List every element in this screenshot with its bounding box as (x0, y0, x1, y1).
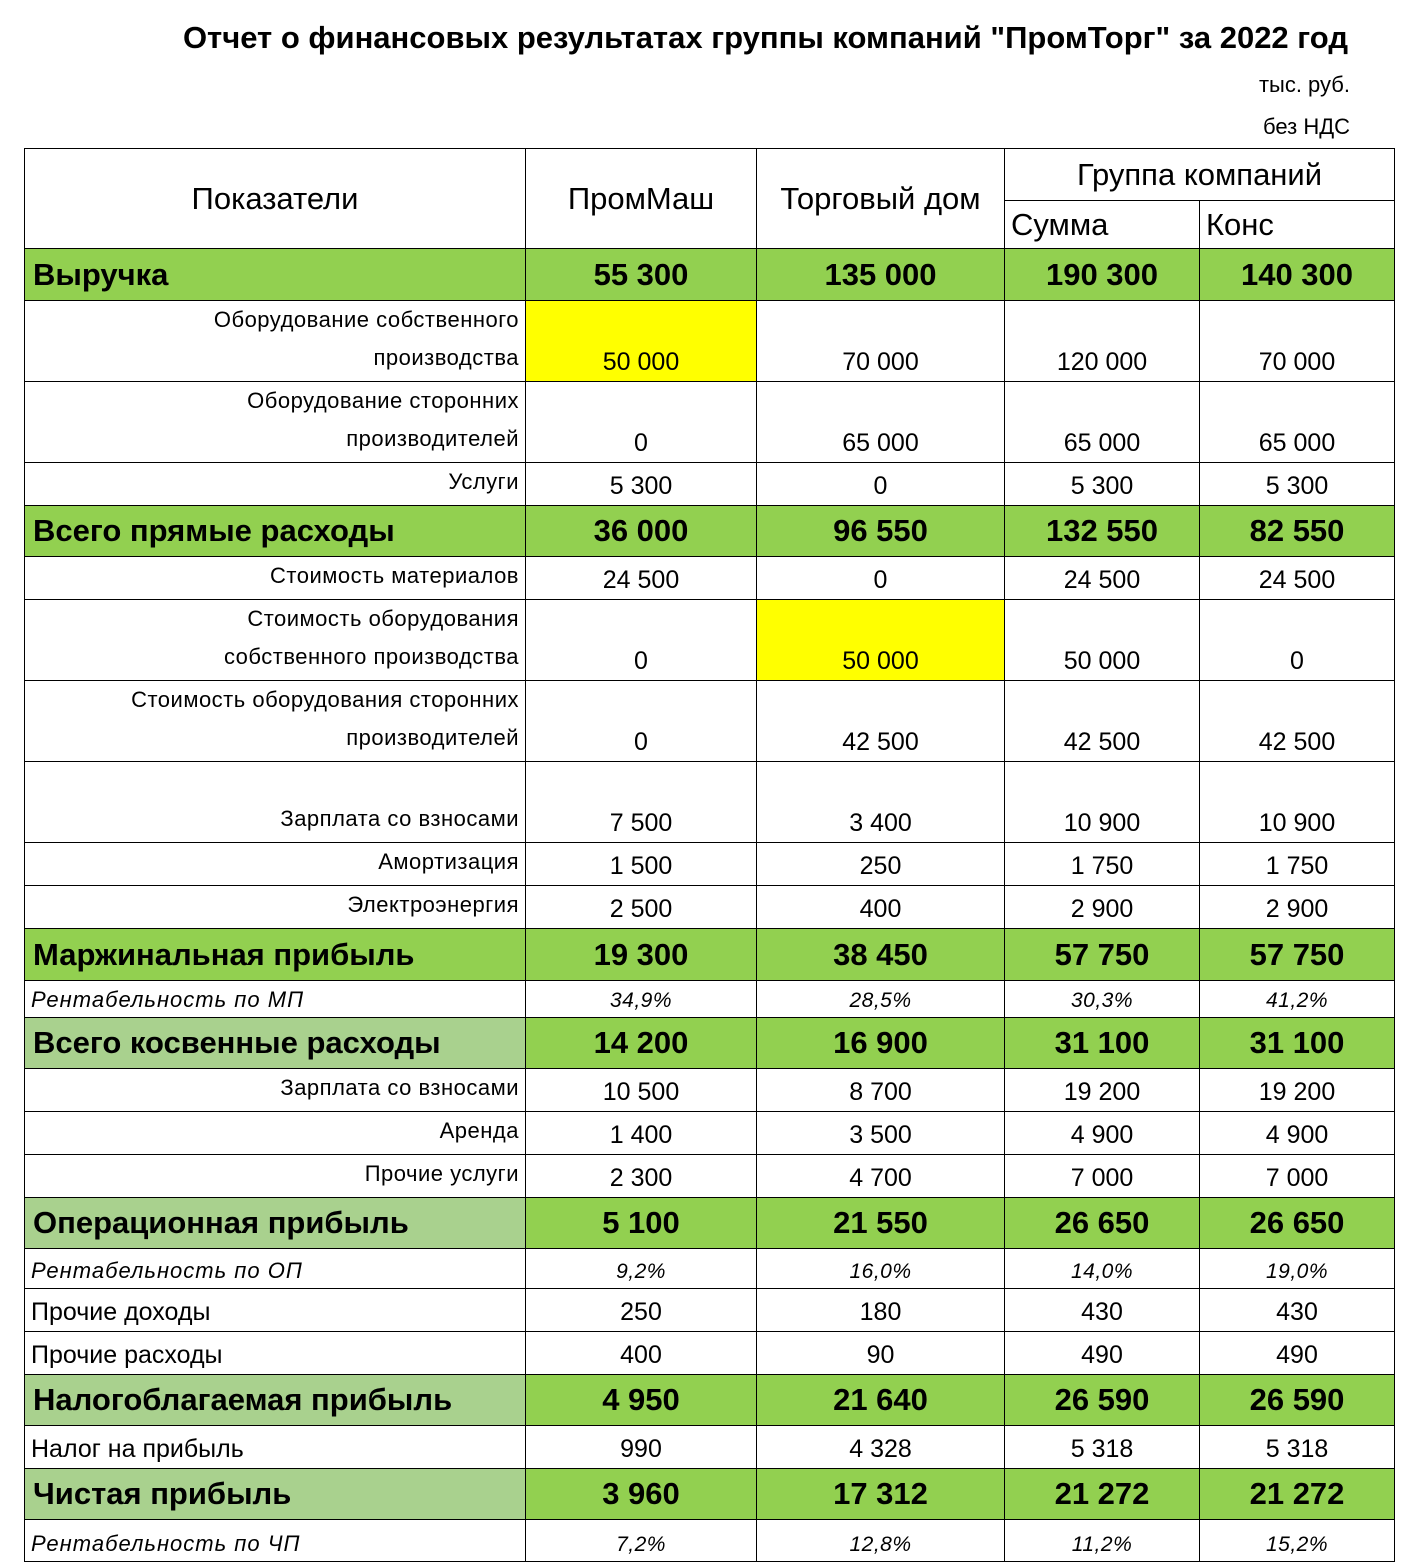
row-operating-profit (25, 1198, 1395, 1249)
header-trading-house: Торговый дом (757, 149, 1005, 249)
row-label: Аренда (25, 1112, 526, 1155)
vat-note: без НДС (1263, 114, 1350, 139)
cell-kons: 2 900 (1200, 886, 1395, 929)
cell-prommash: 2 300 (526, 1155, 757, 1198)
row-depreciation (25, 843, 1395, 886)
cell-prommash: 50 000 (526, 301, 757, 382)
cell-trading-house: 16,0% (757, 1249, 1005, 1289)
row-margin-ratio (25, 981, 1395, 1018)
row-label: Электроэнергия (25, 886, 526, 929)
cell-kons: 0 (1200, 600, 1395, 681)
row-revenue (25, 249, 1395, 301)
cell-kons: 140 300 (1200, 249, 1395, 301)
cell-trading-house: 96 550 (757, 506, 1005, 557)
row-taxable-profit (25, 1375, 1395, 1426)
cell-trading-house: 3 500 (757, 1112, 1005, 1155)
row-label: Прочие расходы (25, 1332, 526, 1375)
row-label: Налог на прибыль (25, 1426, 526, 1469)
row-income-tax (25, 1426, 1395, 1469)
row-materials (25, 557, 1395, 600)
cell-kons: 57 750 (1200, 929, 1395, 981)
cell-sum: 30,3% (1005, 981, 1200, 1018)
cell-sum: 11,2% (1005, 1520, 1200, 1562)
cell-sum: 57 750 (1005, 929, 1200, 981)
row-label: Зарплата со взносами (25, 762, 526, 843)
cell-trading-house: 0 (757, 463, 1005, 506)
row-label: Всего косвенные расходы (25, 1018, 526, 1069)
cell-kons: 19 200 (1200, 1069, 1395, 1112)
cell-kons: 7 000 (1200, 1155, 1395, 1198)
row-direct-total (25, 506, 1395, 557)
cell-sum: 5 300 (1005, 463, 1200, 506)
cell-trading-house: 16 900 (757, 1018, 1005, 1069)
cell-trading-house: 0 (757, 557, 1005, 600)
cell-sum: 2 900 (1005, 886, 1200, 929)
cell-sum: 490 (1005, 1332, 1200, 1375)
row-indirect-total (25, 1018, 1395, 1069)
cell-kons: 4 900 (1200, 1112, 1395, 1155)
cell-prommash: 55 300 (526, 249, 757, 301)
cell-sum: 132 550 (1005, 506, 1200, 557)
cell-trading-house: 4 328 (757, 1426, 1005, 1469)
row-label: Услуги (25, 463, 526, 506)
cell-prommash: 0 (526, 382, 757, 463)
cell-trading-house: 21 550 (757, 1198, 1005, 1249)
cell-trading-house: 180 (757, 1289, 1005, 1332)
row-label: Рентабельность по ЧП (25, 1520, 526, 1562)
cell-trading-house: 12,8% (757, 1520, 1005, 1562)
row-label: Всего прямые расходы (25, 506, 526, 557)
cell-prommash: 1 400 (526, 1112, 757, 1155)
cell-trading-house: 50 000 (757, 600, 1005, 681)
row-net-ratio (25, 1520, 1395, 1562)
cell-kons: 1 750 (1200, 843, 1395, 886)
cell-kons: 26 590 (1200, 1375, 1395, 1426)
cell-sum: 65 000 (1005, 382, 1200, 463)
cell-kons: 41,2% (1200, 981, 1395, 1018)
cell-sum: 7 000 (1005, 1155, 1200, 1198)
row-label: Рентабельность по ОП (25, 1249, 526, 1289)
row-label: Прочие доходы (25, 1289, 526, 1332)
cell-prommash: 36 000 (526, 506, 757, 557)
cell-trading-house: 28,5% (757, 981, 1005, 1018)
cell-prommash: 990 (526, 1426, 757, 1469)
cell-prommash: 0 (526, 681, 757, 762)
cell-trading-house: 42 500 (757, 681, 1005, 762)
cell-kons: 24 500 (1200, 557, 1395, 600)
cell-sum: 31 100 (1005, 1018, 1200, 1069)
cell-trading-house: 38 450 (757, 929, 1005, 981)
row-third-equipment-cost (25, 681, 1395, 762)
cell-trading-house: 21 640 (757, 1375, 1005, 1426)
cell-trading-house: 17 312 (757, 1469, 1005, 1520)
header-kons: Конс (1200, 201, 1395, 249)
row-label: Стоимость материалов (25, 557, 526, 600)
cell-prommash: 19 300 (526, 929, 757, 981)
cell-kons: 82 550 (1200, 506, 1395, 557)
cell-kons: 10 900 (1200, 762, 1395, 843)
row-rent (25, 1112, 1395, 1155)
cell-sum: 26 590 (1005, 1375, 1200, 1426)
cell-trading-house: 3 400 (757, 762, 1005, 843)
cell-prommash: 400 (526, 1332, 757, 1375)
row-label: Оборудование собственного производства (25, 301, 526, 382)
row-other-income (25, 1289, 1395, 1332)
cell-kons: 5 300 (1200, 463, 1395, 506)
row-salary-indirect (25, 1069, 1395, 1112)
cell-prommash: 14 200 (526, 1018, 757, 1069)
cell-trading-house: 70 000 (757, 301, 1005, 382)
cell-prommash: 3 960 (526, 1469, 757, 1520)
cell-kons: 5 318 (1200, 1426, 1395, 1469)
cell-sum: 1 750 (1005, 843, 1200, 886)
cell-prommash: 34,9% (526, 981, 757, 1018)
cell-kons: 42 500 (1200, 681, 1395, 762)
cell-prommash: 7,2% (526, 1520, 757, 1562)
cell-sum: 24 500 (1005, 557, 1200, 600)
cell-prommash: 5 100 (526, 1198, 757, 1249)
cell-sum: 10 900 (1005, 762, 1200, 843)
cell-prommash: 7 500 (526, 762, 757, 843)
cell-prommash: 10 500 (526, 1069, 757, 1112)
financial-results-table (24, 148, 1395, 1562)
row-operating-ratio (25, 1249, 1395, 1289)
units-note: тыс. руб. (1258, 72, 1350, 97)
row-other-services (25, 1155, 1395, 1198)
cell-kons: 430 (1200, 1289, 1395, 1332)
cell-prommash: 2 500 (526, 886, 757, 929)
row-label: Маржинальная прибыль (25, 929, 526, 981)
cell-prommash: 250 (526, 1289, 757, 1332)
cell-trading-house: 250 (757, 843, 1005, 886)
cell-sum: 42 500 (1005, 681, 1200, 762)
row-label: Налогоблагаемая прибыль (25, 1375, 526, 1426)
cell-trading-house: 400 (757, 886, 1005, 929)
row-net-profit (25, 1469, 1395, 1520)
cell-sum: 14,0% (1005, 1249, 1200, 1289)
row-margin-profit (25, 929, 1395, 981)
cell-kons: 31 100 (1200, 1018, 1395, 1069)
row-label: Стоимость оборудования сторонних производителей (25, 681, 526, 762)
cell-kons: 15,2% (1200, 1520, 1395, 1562)
header-group: Группа компаний (1005, 149, 1395, 201)
cell-kons: 490 (1200, 1332, 1395, 1375)
cell-prommash: 9,2% (526, 1249, 757, 1289)
row-salary-direct (25, 762, 1395, 843)
row-services (25, 463, 1395, 506)
row-label: Оборудование сторонних производителей (25, 382, 526, 463)
row-label: Выручка (25, 249, 526, 301)
row-third-equipment (25, 382, 1395, 463)
row-other-expenses (25, 1332, 1395, 1375)
cell-kons: 19,0% (1200, 1249, 1395, 1289)
cell-kons: 21 272 (1200, 1469, 1395, 1520)
cell-kons: 70 000 (1200, 301, 1395, 382)
cell-prommash: 4 950 (526, 1375, 757, 1426)
cell-trading-house: 65 000 (757, 382, 1005, 463)
row-label: Стоимость оборудования собственного производства (25, 600, 526, 681)
cell-sum: 50 000 (1005, 600, 1200, 681)
cell-sum: 430 (1005, 1289, 1200, 1332)
cell-kons: 26 650 (1200, 1198, 1395, 1249)
cell-sum: 5 318 (1005, 1426, 1200, 1469)
row-label: Прочие услуги (25, 1155, 526, 1198)
cell-trading-house: 8 700 (757, 1069, 1005, 1112)
row-own-equipment-cost (25, 600, 1395, 681)
cell-trading-house: 135 000 (757, 249, 1005, 301)
header-sum: Сумма (1005, 201, 1200, 249)
header-prommash: ПромМаш (526, 149, 757, 249)
cell-trading-house: 90 (757, 1332, 1005, 1375)
row-label: Рентабельность по МП (25, 981, 526, 1018)
cell-sum: 21 272 (1005, 1469, 1200, 1520)
cell-trading-house: 4 700 (757, 1155, 1005, 1198)
row-own-equipment (25, 301, 1395, 382)
cell-prommash: 0 (526, 600, 757, 681)
row-label: Чистая прибыль (25, 1469, 526, 1520)
cell-sum: 190 300 (1005, 249, 1200, 301)
cell-sum: 120 000 (1005, 301, 1200, 382)
row-label: Операционная прибыль (25, 1198, 526, 1249)
cell-prommash: 1 500 (526, 843, 757, 886)
row-label: Амортизация (25, 843, 526, 886)
cell-sum: 26 650 (1005, 1198, 1200, 1249)
row-label: Зарплата со взносами (25, 1069, 526, 1112)
header-indicators: Показатели (25, 149, 526, 249)
row-electricity (25, 886, 1395, 929)
cell-prommash: 5 300 (526, 463, 757, 506)
cell-sum: 19 200 (1005, 1069, 1200, 1112)
cell-sum: 4 900 (1005, 1112, 1200, 1155)
cell-prommash: 24 500 (526, 557, 757, 600)
cell-kons: 65 000 (1200, 382, 1395, 463)
report-title: Отчет о финансовых результатах группы компаний "ПромТорг" за 2022 год (182, 20, 1348, 55)
